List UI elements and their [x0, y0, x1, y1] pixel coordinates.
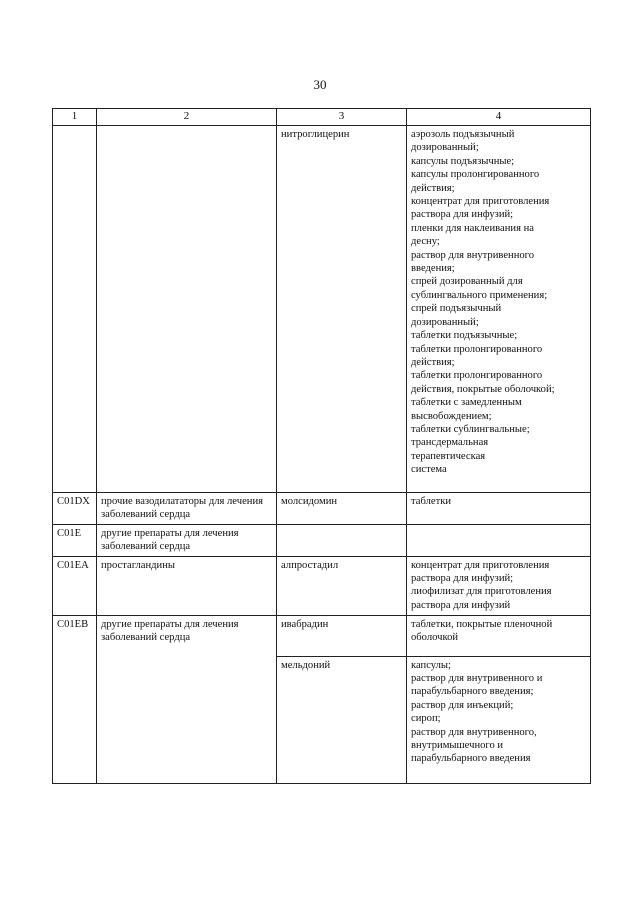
group-cell: прочие вазодилататоры для лечения заболеваний сердца	[97, 493, 277, 525]
table-row	[53, 524, 591, 556]
drug-name-cell	[277, 524, 407, 556]
dosage-form-cell: таблетки, покрытые пленочной оболочкой	[407, 615, 591, 656]
drug-name-cell: ивабрадин	[277, 615, 407, 656]
dosage-form-cell: аэрозоль подъязычный дозированный; капсулы подъязычные; капсулы пролонгированного действия; концентрат для приготовления раствора для инфузий; пленки для наклеивания на десну; раствор для внутривенного введения; спрей дозированный для сублингвального применения; спрей подъязычный дозированный; таблетки подъязычные; таблетки пролонгированного действия; таблетки пролонгированного действия, покрытые оболочкой; таблетки с замедленным высвобождением; таблетки сублингвальные; трансдермальная терапевтическая система	[407, 126, 591, 493]
table-row	[53, 556, 591, 615]
drug-name-cell: молсидомин	[277, 493, 407, 525]
dosage-form-cell: таблетки	[407, 493, 591, 525]
dosage-form-cell	[407, 524, 591, 556]
drug-table	[52, 108, 591, 784]
table-row	[53, 493, 591, 525]
column-header-4: 4	[407, 109, 591, 126]
column-header-1: 1	[53, 109, 97, 126]
atc-code-cell: C01DX	[53, 493, 97, 525]
page-number: 30	[313, 77, 327, 92]
table-row	[53, 615, 591, 656]
table-row	[53, 126, 591, 493]
atc-code-cell: C01E	[53, 524, 97, 556]
drug-name-cell: нитроглицерин	[277, 126, 407, 493]
group-cell	[97, 656, 277, 783]
drug-name-cell: мельдоний	[277, 656, 407, 783]
column-header-2: 2	[97, 109, 277, 126]
dosage-form-cell: капсулы; раствор для внутривенного и парабульбарного введения; раствор для инъекций; сироп; раствор для внутривенного, внутримышечного и парабульбарного введения	[407, 656, 591, 783]
table-row	[53, 656, 591, 783]
atc-code-cell: C01EB	[53, 615, 97, 656]
drug-name-cell: алпростадил	[277, 556, 407, 615]
group-cell	[97, 126, 277, 493]
dosage-form-cell: концентрат для приготовления раствора для инфузий; лиофилизат для приготовления раствора для инфузий	[407, 556, 591, 615]
group-cell: другие препараты для лечения заболеваний сердца	[97, 615, 277, 656]
group-cell: простагландины	[97, 556, 277, 615]
column-header-3: 3	[277, 109, 407, 126]
atc-code-cell: C01EA	[53, 556, 97, 615]
table-header-row	[53, 109, 591, 126]
atc-code-cell	[53, 126, 97, 493]
atc-code-cell	[53, 656, 97, 783]
group-cell: другие препараты для лечения заболеваний сердца	[97, 524, 277, 556]
